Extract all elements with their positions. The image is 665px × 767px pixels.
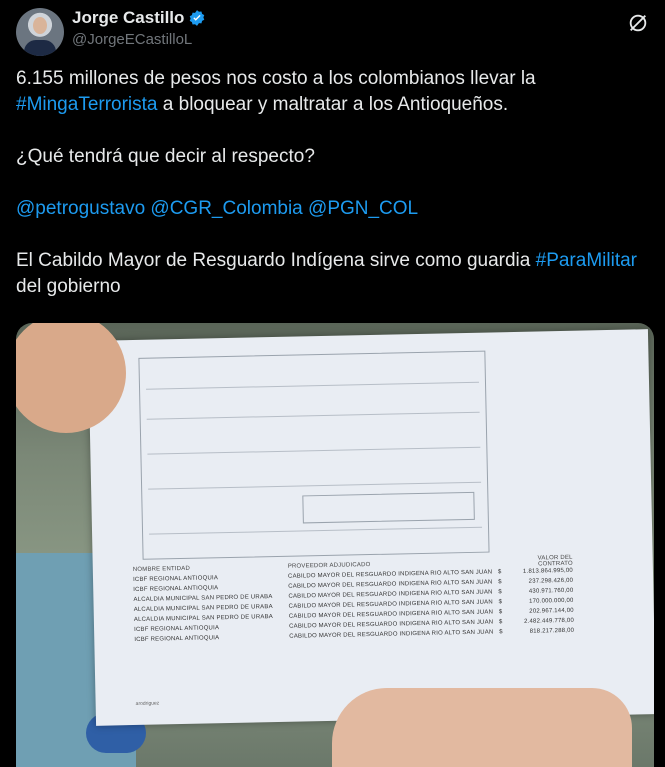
form-line [149,527,482,535]
avatar-face [33,17,47,34]
row-value: 1.813.864.995,00 [522,567,574,575]
tweet-line4-tail: del gobierno [16,276,121,297]
form-line [146,382,479,390]
row-currency: $ [498,619,503,626]
tweet-line1-tail: a bloquear y maltratar a los Antioqueños. [157,94,509,115]
row-provider: CABILDO MAYOR DEL RESGUARDO INDIGENA RIO ALTO SAN JUAN [289,629,494,640]
row-value: 2.482.449.778,00 [524,617,575,625]
row-provider: CABILDO MAYOR DEL RESGUARDO INDIGENA RIO ALTO SAN JUAN [288,579,493,590]
document-paper [88,329,654,726]
row-currency: $ [498,579,502,586]
row-currency: $ [497,569,502,576]
row-entity: ALCALDIA MUNICIPAL SAN PEDRO DE URABA [133,594,273,604]
verified-badge-icon [188,9,206,27]
row-entity: ALCALDIA MUNICIPAL SAN PEDRO DE URABA [133,604,273,614]
author-handle[interactable]: @JorgeECastilloL [72,31,193,48]
row-provider: CABILDO MAYOR DEL RESGUARDO INDIGENA RIO ALTO SAN JUAN [288,599,493,610]
tweet-paragraph-1 [16,66,651,118]
form-box [302,492,475,524]
row-currency: $ [498,599,503,606]
row-provider: CABILDO MAYOR DEL RESGUARDO INDIGENA RIO ALTO SAN JUAN [288,589,493,600]
contracts-table [133,555,635,645]
row-value: 170.000.000,00 [529,597,574,605]
row-provider: CABILDO MAYOR DEL RESGUARDO INDIGENA RIO ALTO SAN JUAN [287,569,493,580]
author-display-name[interactable]: Jorge Castillo [72,8,185,27]
tweet-media-photo[interactable] [16,323,654,767]
row-currency: $ [498,589,502,596]
form-line [147,412,480,420]
tweet-header [16,8,649,56]
form-line [148,482,481,490]
tweet-paragraph-2: ¿Qué tendrá que decir al respecto? [16,146,315,167]
row-value: 818.217.288,00 [529,627,575,635]
tweet-mentions[interactable]: @petrogustavo @CGR_Colombia @PGN_COL [16,198,419,219]
tweet-text [16,66,651,326]
tweet-paragraph-4 [16,248,651,300]
row-currency: $ [498,609,503,616]
hashtag-paramilitar[interactable]: #ParaMilitar [535,250,637,271]
row-currency: $ [499,629,503,636]
row-entity: ICBF REGIONAL ANTIOQUIA [134,635,220,644]
row-value: 202.967.144,00 [529,607,574,615]
row-value: 237.298.426,00 [528,577,574,585]
row-entity: ICBF REGIONAL ANTIOQUIA [133,585,219,594]
row-entity: ALCALDIA MUNICIPAL SAN PEDRO DE URABA [133,614,274,624]
form-line [147,447,480,455]
tweet-line1-text: 6.155 millones de pesos nos costo a los colombianos llevar la [16,68,536,89]
hashtag-minga-terrorista[interactable]: #MingaTerrorista [16,94,158,115]
document-form-block [138,351,489,560]
tweet-line4-text: El Cabildo Mayor de Resguardo Indígena sirve como guardia [16,250,536,271]
header-provider: PROVEEDOR ADJUDICADO [287,562,371,570]
avatar-suit [24,40,56,56]
author-avatar[interactable] [16,8,64,56]
header-entity: NOMBRE ENTIDAD [132,565,191,574]
grok-icon[interactable] [627,12,649,34]
photo-right-hand [332,688,632,767]
row-provider: CABILDO MAYOR DEL RESGUARDO INDIGENA RIO ALTO SAN JUAN [288,619,494,630]
author-name-row[interactable] [72,8,206,28]
row-entity: ICBF REGIONAL ANTIOQUIA [132,575,219,584]
row-provider: CABILDO MAYOR DEL RESGUARDO INDIGENA RIO ALTO SAN JUAN [288,609,494,620]
row-value: 430.971.760,00 [528,587,574,595]
document-footer: arodriguez [135,700,160,707]
header-value: VALOR DEL CONTRATO [537,554,573,568]
row-entity: ICBF REGIONAL ANTIOQUIA [134,625,220,634]
